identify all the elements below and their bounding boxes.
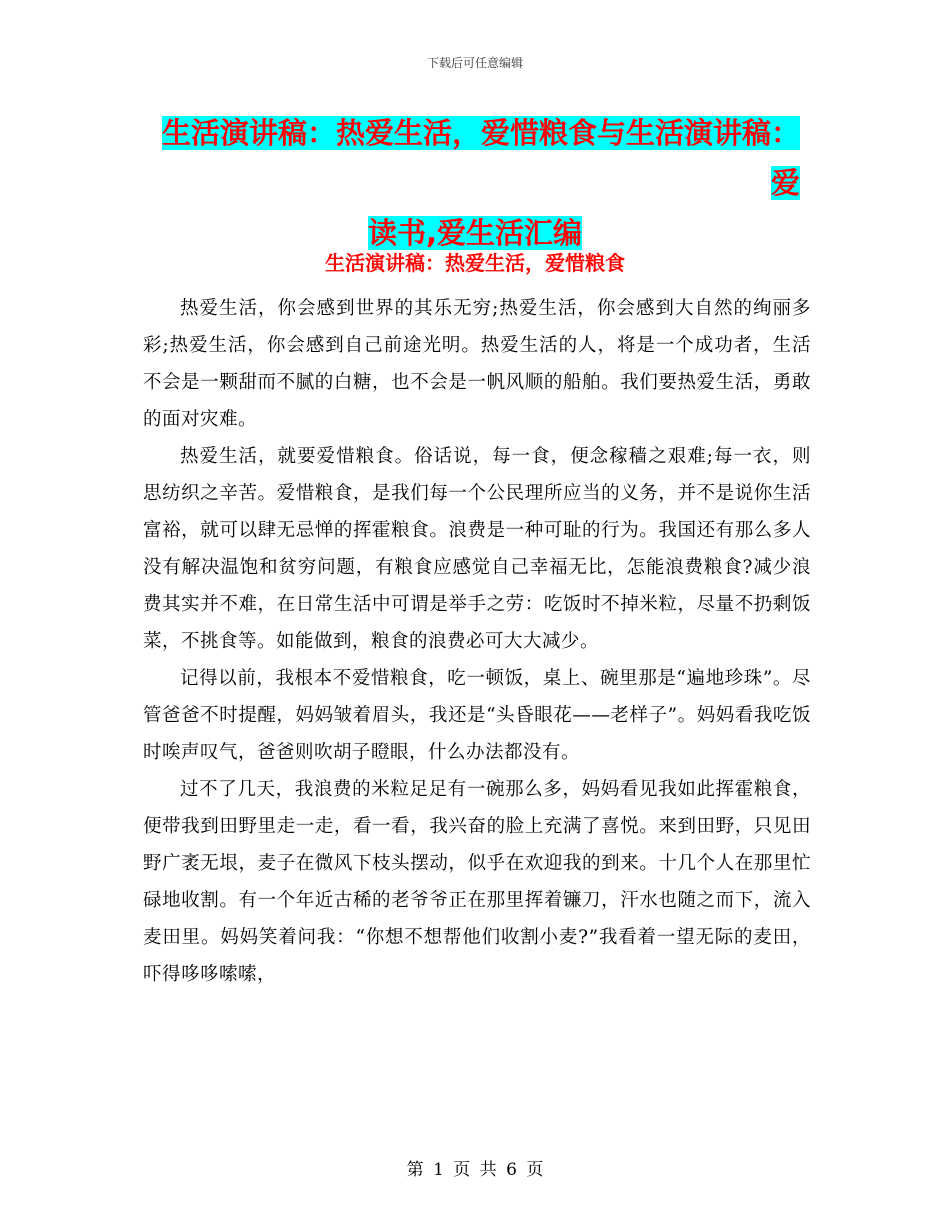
header-note: 下载后可任意编辑	[426, 56, 523, 70]
section-title: 生活演讲稿：热爱生活，爱惜粮食	[325, 251, 625, 275]
document-title	[150, 108, 800, 258]
page-number: 第 1 页 共 6 页	[406, 1160, 544, 1180]
document-body	[143, 290, 811, 993]
paragraph: 热爱生活，就要爱惜粮食。俗话说，每一食，便念稼穑之艰难;每一衣，则思纺织之辛苦。爱惜粮食，是我们每一个公民理所应当的义务，并不是说你生活富裕，就可以肆无忌惮的挥霍粮食。浪费是一种可耻的行为。我国还有那么多人没有解决温饱和贫穷问题，有粮食应感觉自己幸福无比，怎能浪费粮食?减少浪费其实并不难，在日常生活中可谓是举手之劳：吃饭时不掉米粒，尽量不扔剩饭菜，不挑食等。如能做到，粮食的浪费必可大大减少。	[143, 446, 811, 652]
paragraph: 记得以前，我根本不爱惜粮食，吃一顿饭，桌上、碗里那是“遍地珍珠”。尽管爸爸不时提醒，妈妈皱着眉头，我还是“头昏眼花——老样子”。妈妈看我吃饭时唉声叹气，爸爸则吹胡子瞪眼，什么办法都没有。	[143, 668, 811, 763]
title-line-1: 生活演讲稿：热爱生活，爱惜粮食与生活演讲稿：爱	[161, 116, 800, 200]
paragraph: 过不了几天，我浪费的米粒足足有一碗那么多，妈妈看见我如此挥霍粮食，便带我到田野里走一走，看一看，我兴奋的脸上充满了喜悦。来到田野，只见田野广袤无垠，麦子在微风下枝头摆动，似乎在欢迎我的到来。十几个人在那里忙碌地收割。有一个年近古稀的老爷爷正在那里挥着镰刀，汗水也随之而下，流入麦田里。妈妈笑着问我：“你想不想帮他们收割小麦?”我看着一望无际的麦田，吓得哆哆嗦嗦，	[143, 779, 811, 985]
paragraph: 热爱生活，你会感到世界的其乐无穷;热爱生活，你会感到大自然的绚丽多彩;热爱生活，你会感到自己前途光明。热爱生活的人，将是一个成功者，生活不会是一颗甜而不腻的白糖，也不会是一帆风顺的船舶。我们要热爱生活，勇敢的面对灾难。	[143, 298, 811, 430]
title-line-2: 读书,爱生活汇编	[367, 216, 583, 250]
